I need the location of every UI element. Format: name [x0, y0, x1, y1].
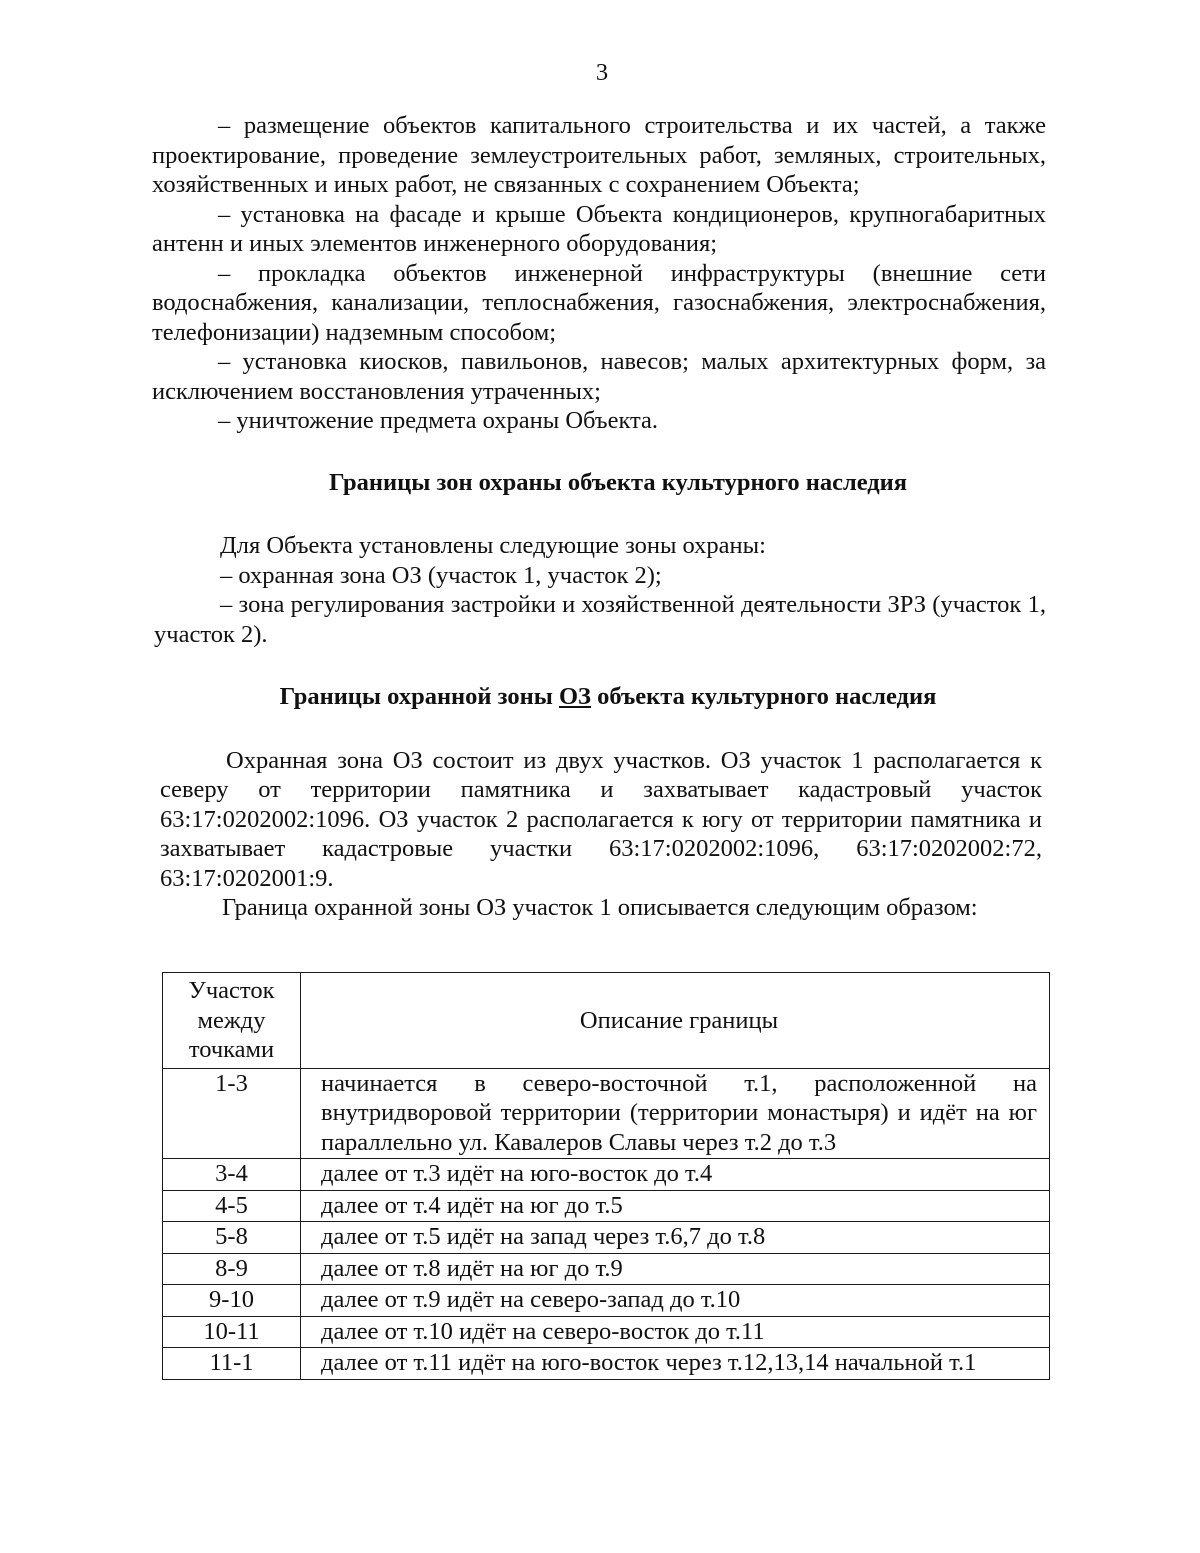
segment-cell: 8-9: [163, 1253, 301, 1285]
segment-cell: 11-1: [163, 1348, 301, 1380]
description-cell: далее от т.5 идёт на запад через т.6,7 до т.8: [301, 1222, 1050, 1254]
segment-cell: 4-5: [163, 1190, 301, 1222]
protection-zones-list: [152, 531, 1046, 649]
table-row: [163, 1222, 1050, 1254]
zone-item: – охранная зона ОЗ (участок 1, участок 2);: [220, 561, 662, 589]
heading-underlined-text: ОЗ: [559, 683, 591, 710]
segment-cell: 5-8: [163, 1222, 301, 1254]
list-item: – прокладка объектов инженерной инфраструктуры (внешние сети водоснабжения, канализации, теплоснабжения, газоснабжения, электроснабжения, телефонизации) надземным способом;: [152, 259, 1046, 346]
description-cell: далее от т.10 идёт на северо-восток до т.11: [301, 1316, 1050, 1348]
oz-description-block: [152, 746, 1046, 894]
table-row: [163, 1316, 1050, 1348]
list-item: – уничтожение предмета охраны Объекта.: [218, 407, 659, 434]
table-row: [163, 1253, 1050, 1285]
description-cell: далее от т.3 идёт на юго-восток до т.4: [301, 1159, 1050, 1191]
segment-cell: 1-3: [163, 1068, 301, 1159]
prohibited-works-list: [152, 111, 1046, 436]
heading-text: Границы охранной зоны: [279, 683, 559, 710]
section-heading-oz-boundaries: [152, 682, 1046, 712]
page-number: 3: [595, 59, 609, 86]
table-caption: Граница охранной зоны ОЗ участок 1 описывается следующим образом:: [222, 894, 978, 921]
table-header-row: [163, 973, 1050, 1069]
table-row: [163, 1190, 1050, 1222]
description-cell: далее от т.8 идёт на юг до т.9: [301, 1253, 1050, 1285]
table-row: [163, 1159, 1050, 1191]
zone-item: – зона регулирования застройки и хозяйственной деятельности ЗРЗ (участок 1, участок 2).: [154, 591, 1046, 648]
table-row: [163, 1285, 1050, 1317]
segment-cell: 9-10: [163, 1285, 301, 1317]
table-row: [163, 1348, 1050, 1380]
oz-description: Охранная зона ОЗ состоит из двух участков. ОЗ участок 1 располагается к северу от территории памятника и захватывает кадастровый участок 63:17:0202002:1096. ОЗ участок 2 располагается к югу от территории памятника и захватывает кадастровые участки 63:17:0202002:1096, 63:17:0202002:72, 63:17:0202001:9.: [160, 746, 1042, 892]
description-cell: начинается в северо-восточной т.1, расположенной на внутридворовой территории (территории монастыря) и идёт на юг параллельно ул. Кавалеров Славы через т.2 до т.3: [301, 1068, 1050, 1159]
description-cell: далее от т.9 идёт на северо-запад до т.10: [301, 1285, 1050, 1317]
header-segment: Участок между точками: [163, 973, 301, 1069]
description-cell: далее от т.11 идёт на юго-восток через т.12,13,14 начальной т.1: [301, 1348, 1050, 1380]
description-cell: далее от т.4 идёт на юг до т.5: [301, 1190, 1050, 1222]
zones-intro: Для Объекта установлены следующие зоны охраны:: [220, 532, 766, 559]
heading-text: объекта культурного наследия: [591, 683, 937, 710]
segment-cell: 10-11: [163, 1316, 301, 1348]
section-heading-protection-zones: Границы зон охраны объекта культурного наследия: [328, 468, 908, 496]
boundary-table: [162, 972, 1050, 1380]
list-item: – размещение объектов капитального строительства и их частей, а также проектирование, проведение землеустроительных работ, земляных, строительных, хозяйственных и иных работ, не связанных с сохранением Объекта;: [152, 112, 1046, 198]
table-row: [163, 1068, 1050, 1159]
segment-cell: 3-4: [163, 1159, 301, 1191]
list-item: – установка киосков, павильонов, навесов; малых архитектурных форм, за исключением восстановления утраченных;: [152, 348, 1046, 405]
header-description: Описание границы: [301, 973, 1050, 1069]
list-item: – установка на фасаде и крыше Объекта кондиционеров, крупногабаритных антенн и иных элементов инженерного оборудования;: [152, 200, 1046, 257]
